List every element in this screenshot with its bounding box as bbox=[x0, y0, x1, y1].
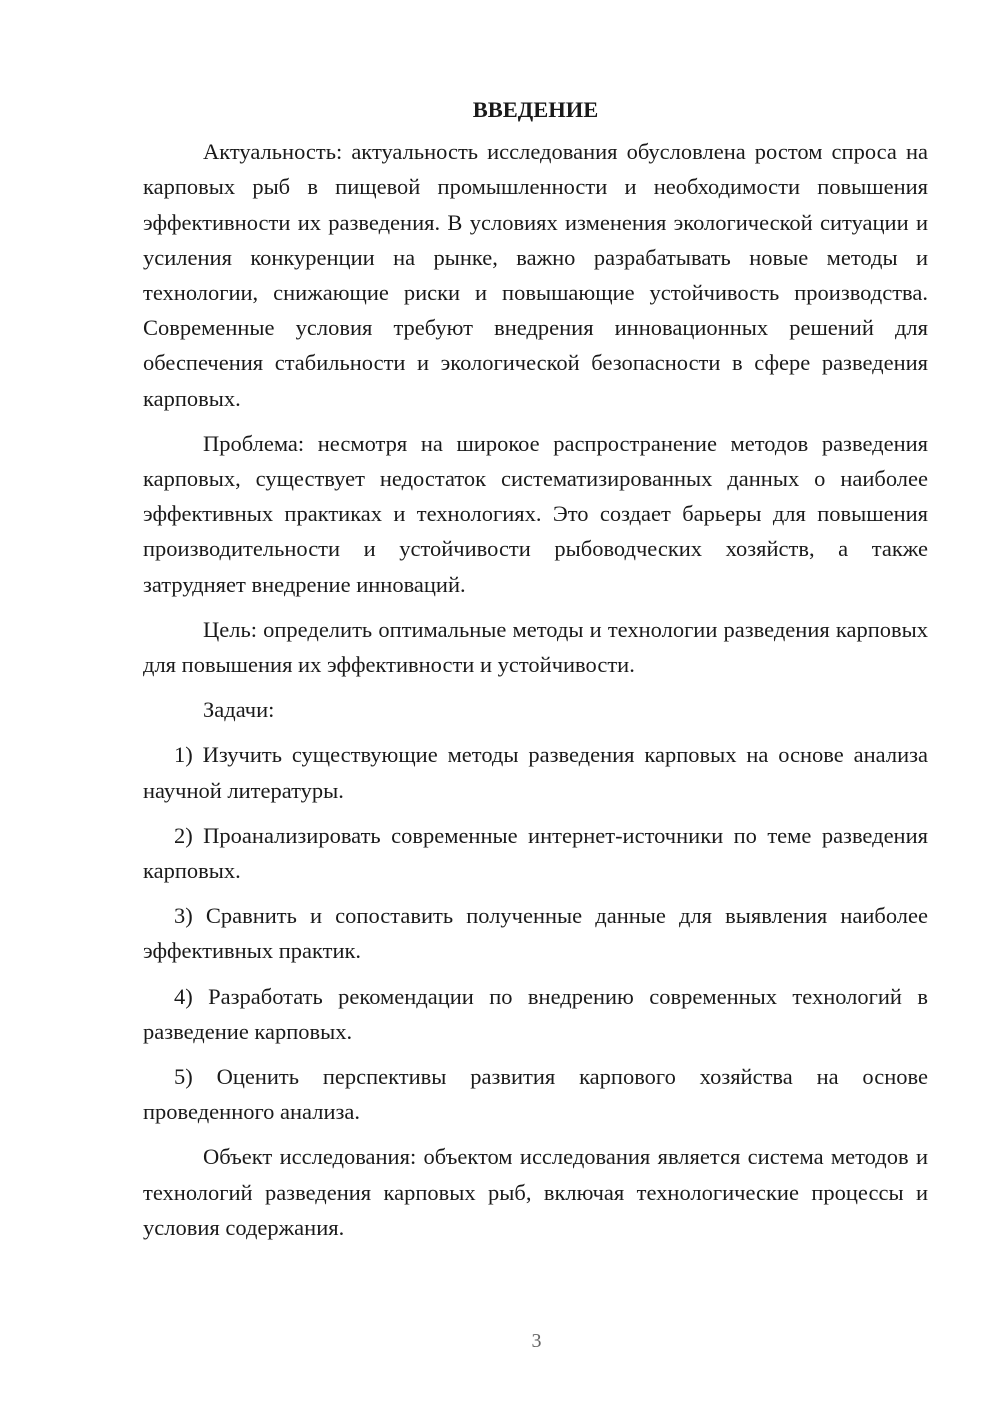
object-paragraph: Объект исследования: объектом исследования является система методов и технологий разведения карповых рыб, включая технологические процессы и условия содержания. bbox=[143, 1144, 928, 1240]
task-item-5: 5) Оценить перспективы развития карпового хозяйства на основе проведенного анализа. bbox=[143, 1064, 928, 1125]
task-item-4: 4) Разработать рекомендации по внедрению современных технологий в разведение карповых. bbox=[143, 983, 928, 1044]
goal-paragraph: Цель: определить оптимальные методы и технологии разведения карповых для повышения их эффективности и устойчивости. bbox=[143, 616, 928, 678]
task-item-1: 1) Изучить существующие методы разведения карповых на основе анализа научной литературы. bbox=[143, 742, 928, 803]
task-item-2: 2) Проанализировать современные интернет-источники по теме разведения карповых. bbox=[143, 822, 928, 884]
problem-paragraph: Проблема: несмотря на широкое распространение методов разведения карповых, существует недостаток систематизированных данных о наиболее эффективных практиках и технологиях. Это создает барьеры для повышения производительности и устойчивости рыбоводческих хозяйств, а также затрудняет внедрение инноваций. bbox=[143, 430, 928, 597]
relevance-paragraph: Актуальность: актуальность исследования обусловлена ростом спроса на карповых рыб в пищевой промышленности и необходимости повышения эффективности их разведения. В условиях изменения экологической ситуации и усиления конкуренции на рынке, важно разрабатывать новые методы и технологии, снижающие риски и повышающие устойчивость производства. Современные условия требуют внедрения инновационных решений для обеспечения стабильности и экологической безопасности в сфере разведения карповых. bbox=[143, 139, 928, 411]
task-item-3: 3) Сравнить и сопоставить полученные данные для выявления наиболее эффективных практик. bbox=[143, 903, 928, 964]
page-number: 3 bbox=[531, 1330, 542, 1352]
section-title: ВВЕДЕНИЕ bbox=[472, 97, 599, 122]
tasks-heading: Задачи: bbox=[203, 697, 275, 723]
document-page bbox=[143, 92, 928, 1255]
